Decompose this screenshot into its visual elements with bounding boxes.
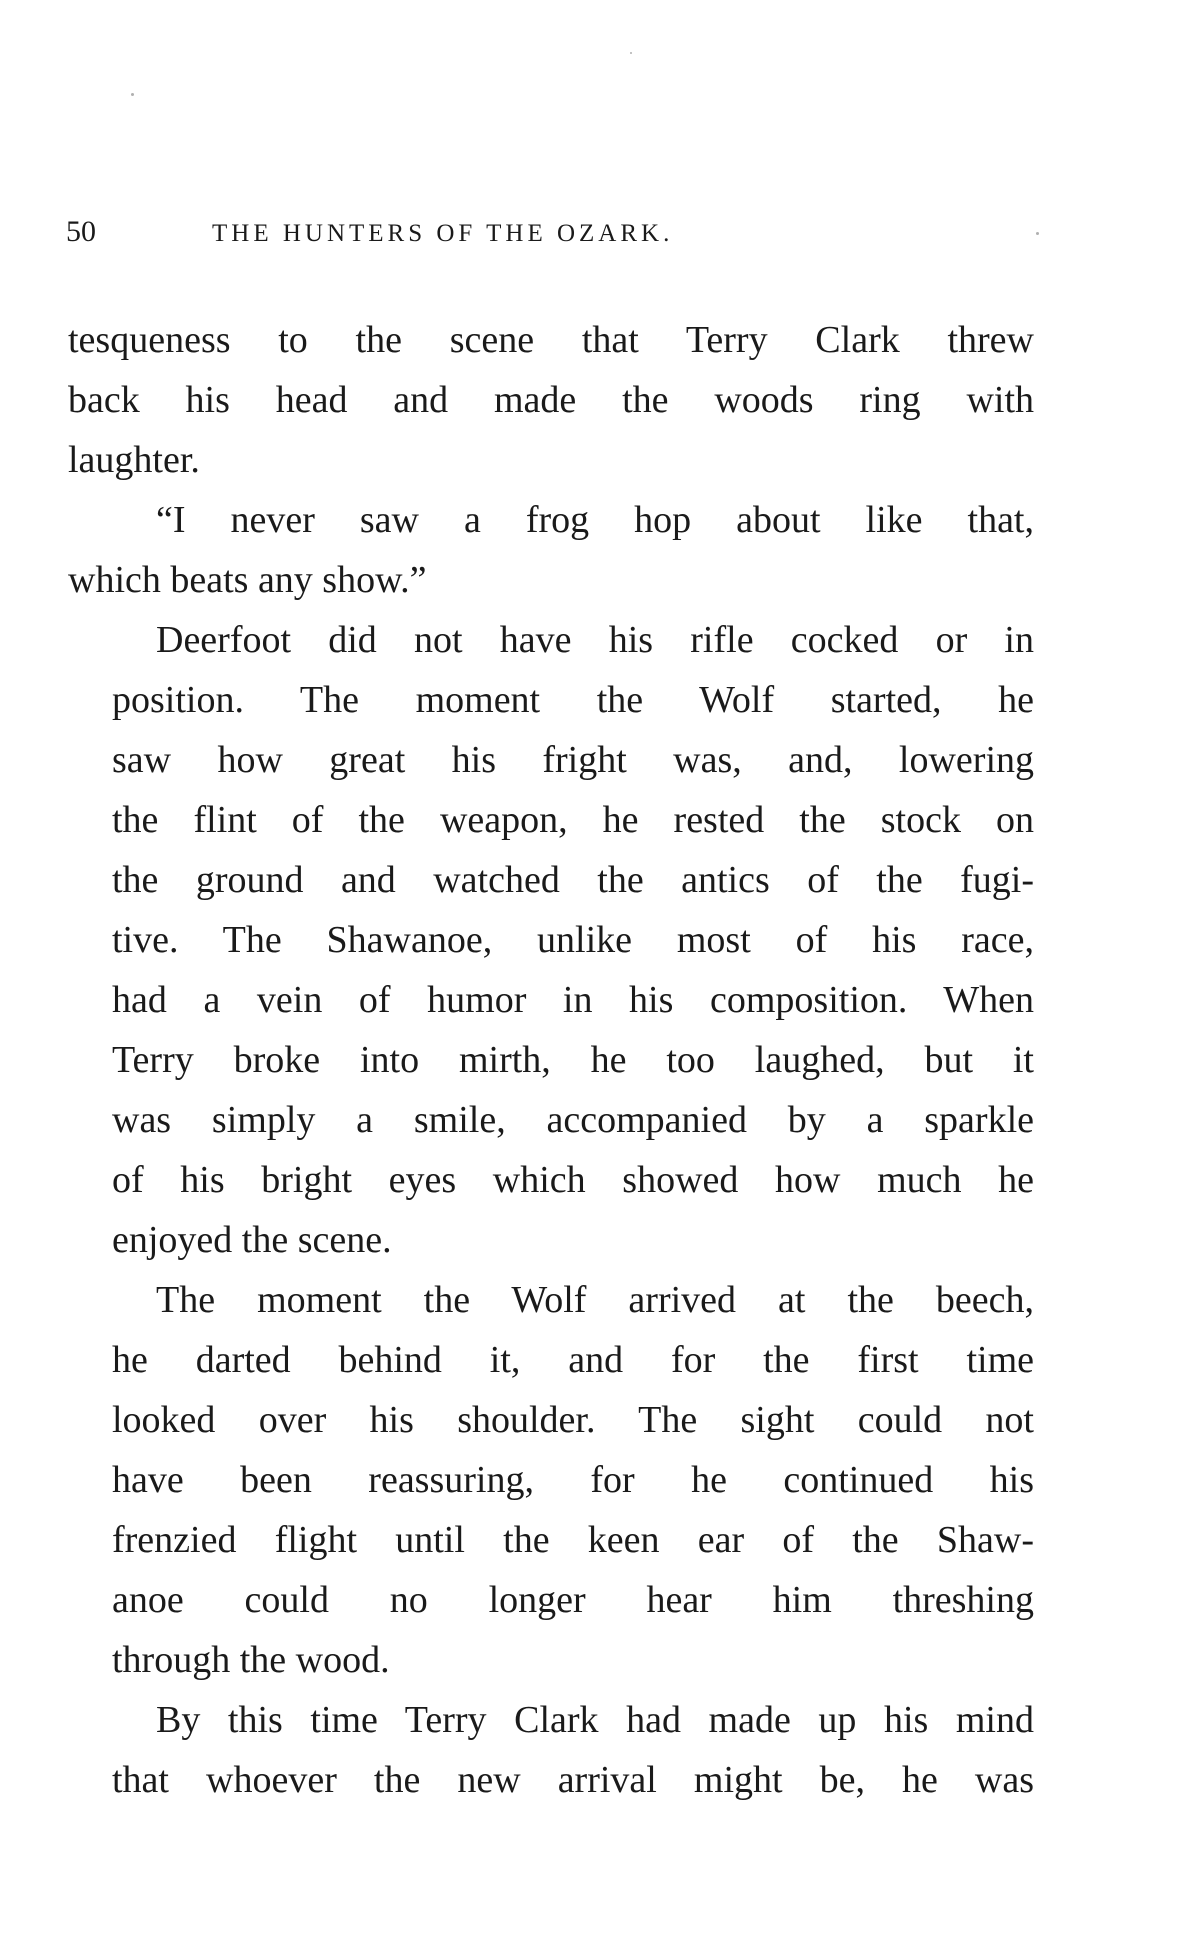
paper-speck — [131, 93, 134, 96]
text-line: anoe could no longer hear him threshing — [112, 1579, 1034, 1621]
text-line: was simply a smile, accompanied by a sparkle — [112, 1099, 1034, 1141]
paragraph — [68, 610, 1034, 1270]
text-line: saw how great his fright was, and, lowering — [112, 739, 1034, 781]
text-line: the flint of the weapon, he rested the stock on — [112, 799, 1034, 841]
paragraph — [68, 1270, 1034, 1690]
text-line: position. The moment the Wolf started, he — [112, 679, 1034, 721]
text-line: he darted behind it, and for the first time — [112, 1339, 1034, 1381]
page-number: 50 — [66, 215, 96, 248]
text-line: “I never saw a frog hop about like that, — [156, 499, 1034, 541]
text-line: The moment the Wolf arrived at the beech, — [156, 1279, 1034, 1321]
paragraph — [68, 490, 1034, 610]
paragraph — [68, 310, 1034, 490]
text-line: Deerfoot did not have his rifle cocked or in — [156, 619, 1034, 661]
text-line: have been reassuring, for he continued his — [112, 1459, 1034, 1501]
running-title: THE HUNTERS OF THE OZARK. — [212, 220, 674, 247]
paragraph — [68, 1690, 1034, 1810]
text-line: tive. The Shawanoe, unlike most of his race, — [112, 919, 1034, 961]
text-line: which beats any show.” — [68, 559, 427, 601]
text-line: looked over his shoulder. The sight could not — [112, 1399, 1034, 1441]
paper-speck — [630, 52, 632, 54]
text-line: frenzied flight until the keen ear of the Shaw- — [112, 1519, 1034, 1561]
text-line: of his bright eyes which showed how much he — [112, 1159, 1034, 1201]
text-line: By this time Terry Clark had made up his mind — [156, 1699, 1034, 1741]
text-line: Terry broke into mirth, he too laughed, but it — [112, 1039, 1034, 1081]
text-line: through the wood. — [112, 1639, 390, 1681]
text-line: tesqueness to the scene that Terry Clark threw — [68, 319, 1034, 361]
text-line: had a vein of humor in his composition. When — [112, 979, 1034, 1021]
body-text — [68, 310, 1034, 1810]
text-line: back his head and made the woods ring with — [68, 379, 1034, 421]
text-line: the ground and watched the antics of the fugi- — [112, 859, 1034, 901]
text-line: that whoever the new arrival might be, he was — [112, 1759, 1034, 1801]
text-line: enjoyed the scene. — [112, 1219, 392, 1261]
running-head — [66, 212, 1046, 252]
text-line: laughter. — [68, 439, 200, 481]
